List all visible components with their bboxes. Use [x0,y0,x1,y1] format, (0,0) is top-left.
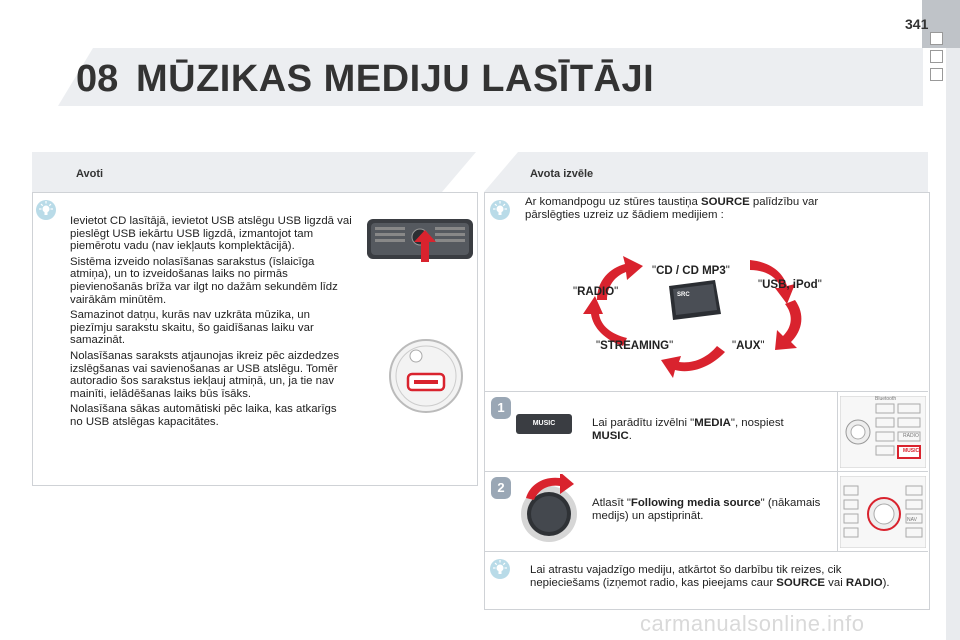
source-keyword: SOURCE [776,576,826,589]
section-header-source-selection: Avota izvēle [530,168,594,180]
source-aux-label: AUX [736,340,761,352]
page-number: 341 [905,16,929,32]
lightbulb-icon [36,200,56,220]
page-edge-bar [946,48,960,640]
step2-text [592,497,822,522]
note-text-part: ). [882,576,890,589]
paragraph: Samazinot datņu, kurās nav uzkrāta mūzika, un piezīmju sarakstu skaitu, šo gaidīšanas laiku var samazināt. [70,309,314,347]
control-panel-illustration [840,396,926,468]
step1-text [592,417,822,442]
source-cd-label: CD / CD MP3 [656,265,726,277]
page-title: MŪZIKAS MEDIJU LASĪTĀJI [136,58,655,100]
corner-square [930,32,943,45]
music-label: MUSIC [903,448,920,454]
following-media-keyword: Following media source [630,497,761,509]
step-text: . [628,429,632,442]
paragraph: Sistēma izveido nolasīšanas sarakstus (īslaicīga atmiņa), un to izveidošanas laiks no pirmās pievienošanās brīža var ilgt no dažām sekundēm līdz vairākām minūtēm. [70,255,338,306]
step-text: ", nospiest [730,417,784,429]
divider [484,471,928,472]
usb-socket-illustration [388,338,464,414]
src-button-label: SRC [677,292,690,298]
intro-text: Ar komandpogu uz stūres taustiņa [525,196,702,208]
step-text: " (nākamais medijs) un apstiprināt. [592,497,821,522]
watermark: carmanualsonline.info [640,611,865,636]
source-intro-text [525,196,865,221]
chapter-number: 08 [76,58,119,100]
section-header-sources: Avoti [76,168,104,180]
intro-text: palīdzību var pārslēgties uzreiz uz šādiem medijiem : [525,196,819,221]
source-cd: "CD / CD MP3" [652,265,730,277]
corner-square [930,68,943,81]
step-number-badge: 2 [491,477,511,499]
nav-label: NAV [907,517,917,523]
source-usb-label: USB, iPod [762,279,818,291]
step-text: Atlasīt " [592,497,631,509]
source-usb: "USB, iPod" [758,279,822,291]
source-keyword: SOURCE [701,196,750,208]
paragraph: Nolasīšanas saraksts atjaunojas ikreiz pēc aizdedzes izslēgšanas vai savienošanas ar USB atslēgu. Tomēr autoradio šos sarakstus iekļauj atmiņā, un, ja tie nav mainīti, ielādēšanas laiks būs īsāks. [70,349,340,400]
radio-label: RADIO [903,433,919,439]
source-radio-label: RADIO [577,286,615,298]
lightbulb-icon [490,200,510,220]
divider [484,551,928,552]
source-streaming: "STREAMING" [596,340,674,352]
radio-keyword: RADIO [845,576,883,589]
rotary-knob-illustration [516,474,582,548]
note-text-part: vai [825,576,846,589]
source-streaming-label: STREAMING [600,340,670,352]
note-text [530,564,890,589]
lightbulb-icon [490,559,510,579]
sources-text [70,215,352,432]
control-panel-illustration [840,476,926,548]
music-button: MUSIC [516,414,572,434]
arrow-up-icon [414,230,436,262]
divider [484,391,928,392]
divider [837,392,838,551]
source-radio: "RADIO" [573,286,619,298]
paragraph: Nolasīšana sākas automātiski pēc laika, kas atkarīgs no USB atslēgas kapacitātes. [70,403,337,428]
media-keyword: MEDIA [694,417,731,429]
music-keyword: MUSIC [592,429,629,442]
paragraph: Ievietot CD lasītājā, ievietot USB atslēgu USB ligzdā vai pieslēgt USB iekārtu USB ligzdā, izmantojot tam piemērotu vadu (nav iekļauts komplektācijā). [70,215,352,253]
step-text: Lai parādītu izvēlni " [592,417,695,429]
step-number-badge: 1 [491,397,511,419]
source-aux: "AUX" [732,340,765,352]
corner-square [930,50,943,63]
bluetooth-label: Bluetooth [875,396,897,402]
note-text-part: Lai atrastu vajadzīgo mediju, atkārtot šo darbību tik reizes, cik nepieciešams (izņemot radio, kas pieejams caur [530,564,842,589]
